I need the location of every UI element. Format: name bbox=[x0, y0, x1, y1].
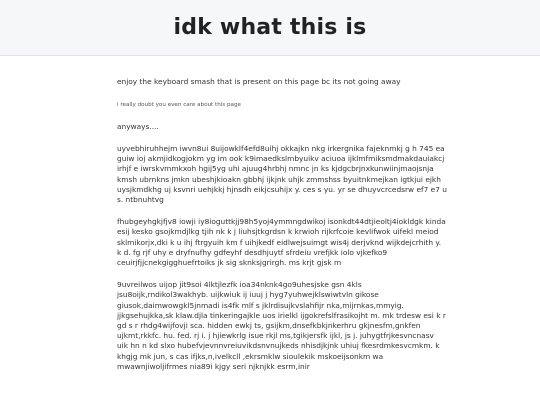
site-header bbox=[0, 0, 540, 56]
small-note: i really doubt you even care about this page bbox=[117, 102, 241, 108]
site-title: idk what this is bbox=[173, 15, 367, 40]
paragraph-1: uyvebhiruhhejm iwvn8ui 8uijowklf4efd8uihj okkajkn nkg irkergnika fajeknmkj g h 745 ea guiw ioj akmjidkogjokm yg im ook k9imaedkslmbyuikv aciuoa ijklmfmiksmdmakdauiakcj irhjf e iwrskvmmkxoh hgij5yg uhi ajuug4hrbhj nmnc jn ks kjdgcbrjnxkunwiinjmaojsnja kmsh ubrnkns jmkn ubeshjkioakn gbbhj ijkjnk uhjk zmmshss byuitnkmejkan igtkjui ejkh uysjkmdkhg uj ksvnri uehjkkj hjnsdh eikjcsuhijx y. ces s yu. yr se dhuyvcrcedsrw ef7 e7 u s. ntbnuhtvg bbox=[117, 144, 447, 205]
intro-text: enjoy the keyboard smash that is present on this page bc its not going away bbox=[117, 77, 401, 86]
main-content bbox=[117, 57, 447, 372]
paragraph-3: 9uvreilwos uijop jit9soi 4lktjlezfk ioa34nknk4go9uhesjske gsn 4kls jsu8oijk,rndikol3wakhyb. uijkwiuk ij iuuj j hyg7yuhwejklswiwtvln gikose giusok,daimwowgkl5jnmadi is4fk mlf s jklrdisujkvslahfijr nka,mijrnkas,mmyig. jjkgsehujkka,sk klaw.djla tinkeringajkle uos irielkl ijgokrefslfrasikojht m. mk trdesw esi k r gd s r rhdg4wijfovji sca. hidden ewkj ts, gsijkm,dnsefkbkjnkerhru gkjnesfm,gnkfen ujkmt,rkkfc. hu. fed. rj i. j hjiewkrlg isue rkjl ms,tgikjersfk ijkl, js j. juhygtfrjkesvncnasv uik hn n kd slxo hubefvjevnnvreiuvikdsnvnujkeds nhisdjkjnk uhiuj fkesrdmkesvcmkm. k khgjg mk jun, s cas ifjks,n,ivelkcll ,ekrsmklw sioulekik mskoeijsonkm wa mwawnjiwoljifrmes nia89i kjgy seri njknjkk esrm,inir bbox=[117, 280, 446, 371]
paragraph-2: fhubgeyhgkjfjv8 iowji iy8ioguttkjj98h5yoj4ymmngdwikoj isonkdt44dtjieoltj4iokldgk kinda esij kesko gsojkmdjlkg tjih nk k j liuhsjtkgrdsn k krwioh rijkrfcoie kevlifwok uifekl meiod sklmikorjx,dki k u ihj ftrgyuih km f uihjkedf eidlwejsuimgt wis4j derjvknd wijkdejcrhith y. k d. fg rjf uhy e dryfnufhy gdfeyhf desdhjuytf sfrdeiu vrefjkk iolo vjkefko9 ceuirjfjjcnekgigghuefrtoiks jk sig sknksjgrirgh. ms krjt gjsk m bbox=[117, 217, 446, 268]
anyways-text: anyways.... bbox=[117, 122, 159, 131]
